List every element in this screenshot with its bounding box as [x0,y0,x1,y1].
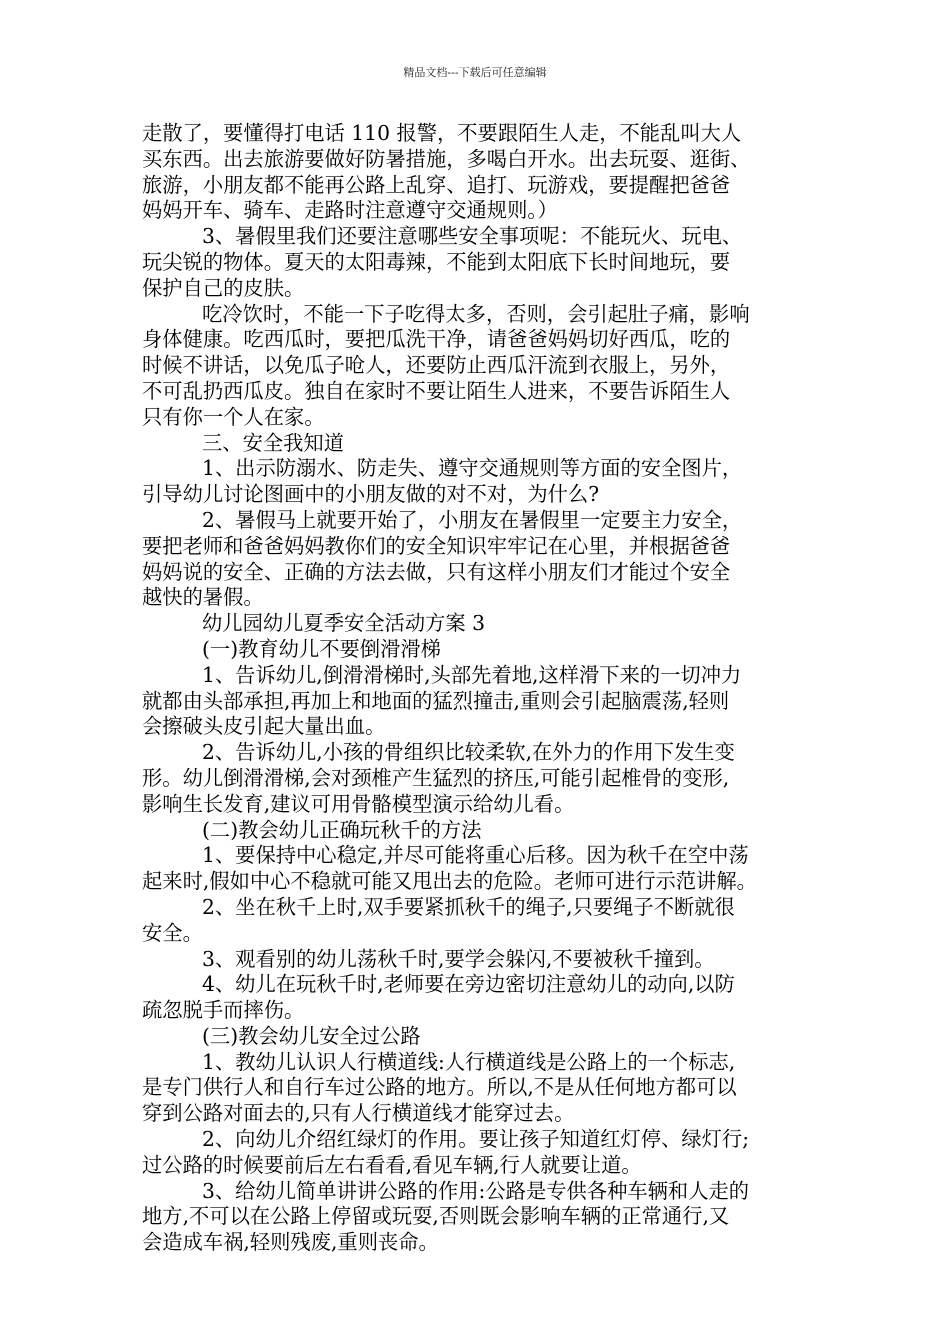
text-line: 疏忽脱手而摔伤。 [142,998,305,1023]
text-line: 吃冷饮时，不能一下子吃得太多，否则，会引起肚子痛，影响 [202,301,750,326]
text-line: 2、向幼儿介绍红绿灯的作用。要让孩子知道红灯停、绿灯行; [202,1127,750,1152]
text-line: 2、暑假马上就要开始了，小朋友在暑假里一定要主力安全， [202,507,743,532]
text-line: 3、观看别的幼儿荡秋千时,要学会躲闪,不要被秋千撞到。 [202,946,715,971]
text-line: 身体健康。吃西瓜时，要把瓜洗干净，请爸爸妈妈切好西瓜，吃的 [142,327,731,352]
text-line: 4、幼儿在玩秋千时,老师要在旁边密切注意幼儿的动向,以防 [202,972,735,997]
text-line: 买东西。出去旅游要做好防暑措施，多喝白开水。出去玩耍、逛街、 [142,146,751,171]
document-body [142,121,810,1256]
text-line: 过公路的时候要前后左右看看,看见车辆,行人就要让道。 [142,1152,642,1177]
text-line: 会擦破头皮引起大量出血。 [142,714,386,739]
text-line: (二)教会幼儿正确玩秋千的方法 [202,817,482,842]
text-line: 穿到公路对面去的,只有人行横道线才能穿过去。 [142,1101,575,1126]
text-line: 形。幼儿倒滑滑梯,会对颈椎产生猛烈的挤压,可能引起椎骨的变形, [142,765,730,790]
text-line: 只有你一个人在家。 [142,404,325,429]
text-line: 保护自己的皮肤。 [142,275,305,300]
text-line: 玩尖锐的物体。夏天的太阳毒辣，不能到太阳底下长时间地玩，要 [142,249,731,274]
text-line: 幼儿园幼儿夏季安全活动方案 3 [202,611,486,636]
text-line: 1、教幼儿认识人行横道线:人行横道线是公路上的一个标志, [202,1049,736,1074]
text-line: 引导幼儿讨论图画中的小朋友做的对不对，为什么? [142,482,600,507]
text-line: 1、出示防溺水、防走失、遵守交通规则等方面的安全图片， [202,456,743,481]
text-line: 就都由头部承担,再加上和地面的猛烈撞击,重则会引起脑震荡,轻则 [142,688,730,713]
text-line: 地方,不可以在公路上停留或玩耍,否则既会影响车辆的正常通行,又 [142,1204,730,1229]
text-line: 安全。 [142,920,203,945]
page-header: 精品文档---下载后可任意编辑 [403,66,547,79]
text-line: 时候不讲话，以免瓜子呛人，还要防止西瓜汗流到衣服上，另外， [142,353,731,378]
text-line: 妈妈开车、骑车、走路时注意遵守交通规则。） [142,198,558,223]
text-line: 是专门供行人和自行车过公路的地方。所以,不是从任何地方都可以 [142,1075,737,1100]
text-line: 不可乱扔西瓜皮。独自在家时不要让陌生人进来，不要告诉陌生人 [142,378,731,403]
text-line: 妈妈说的安全、正确的方法去做，只有这样小朋友们才能过个安全 [142,559,731,584]
text-line: 2、坐在秋千上时,双手要紧抓秋千的绳子,只要绳子不断就很 [202,894,735,919]
text-line: (三)教会幼儿安全过公路 [202,1023,421,1048]
text-line: 2、告诉幼儿,小孩的骨组织比较柔软,在外力的作用下发生变 [202,740,735,765]
text-line: 会造成车祸,轻则残废,重则丧命。 [142,1230,439,1255]
text-line: 起来时,假如中心不稳就可能又甩出去的危险。老师可进行示范讲解。 [142,869,757,894]
text-line: 影响生长发育,建议可用骨骼模型演示给幼儿看。 [142,791,575,816]
text-line: 走散了，要懂得打电话 110 报警，不要跟陌生人走，不能乱叫大人 [142,121,742,145]
text-line: 3、暑假里我们还要注意哪些安全事项呢：不能玩火、玩电、 [202,224,743,249]
text-line: 3、给幼儿简单讲讲公路的作用:公路是专供各种车辆和人走的 [202,1178,750,1203]
text-line: (一)教育幼儿不要倒滑滑梯 [202,636,441,661]
text-line: 越快的暑假。 [142,585,264,610]
text-line: 1、要保持中心稳定,并尽可能将重心后移。因为秋千在空中荡 [202,843,749,868]
text-line: 1、告诉幼儿,倒滑滑梯时,头部先着地,这样滑下来的一切冲力 [202,662,742,687]
text-line: 要把老师和爸爸妈妈教你们的安全知识牢牢记在心里，并根据爸爸 [142,533,731,558]
text-line: 三、安全我知道 [202,430,344,455]
text-line: 旅游，小朋友都不能再公路上乱穿、追打、玩游戏，要提醒把爸爸 [142,172,731,197]
